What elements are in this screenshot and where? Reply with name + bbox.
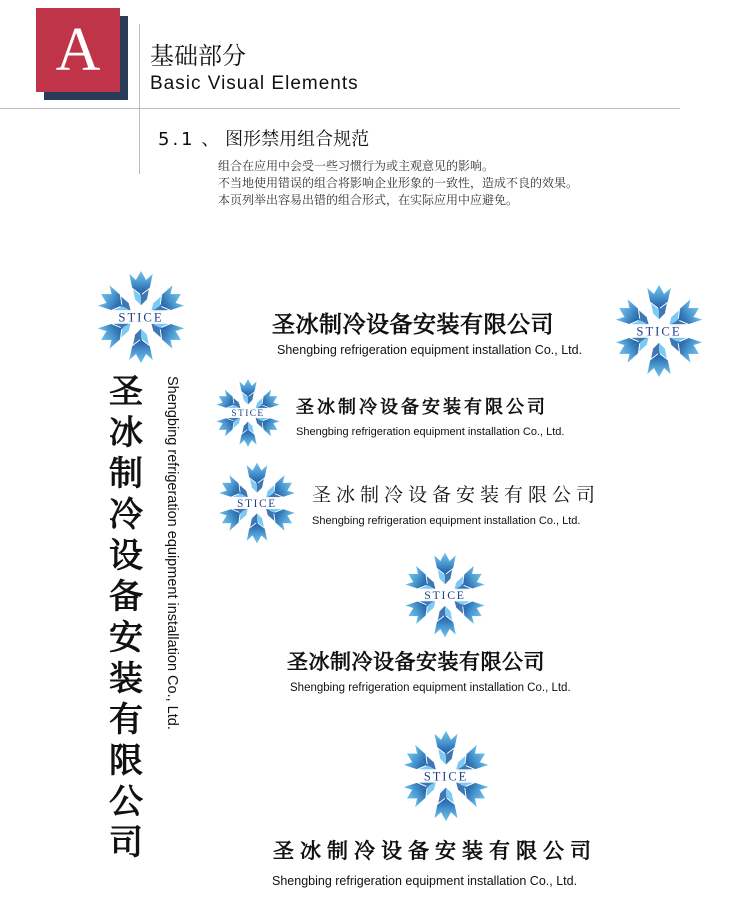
vertical-divider bbox=[139, 24, 140, 174]
logo-text: STICE bbox=[423, 769, 469, 784]
snowflake-arm bbox=[434, 788, 457, 822]
description-line: 组合在应用中会受一些习惯行为或主观意见的影响。 bbox=[218, 159, 495, 173]
description bbox=[218, 158, 578, 209]
stice-logo bbox=[398, 728, 494, 824]
snowflake-icon bbox=[212, 377, 284, 449]
page-title-cn: 基础部分 bbox=[150, 42, 246, 70]
company-char: 公 bbox=[109, 782, 143, 822]
company-char: 制 bbox=[109, 454, 143, 494]
snowflake-arm bbox=[247, 513, 268, 543]
description-line: 不当地使用错误的组合将影响企业形象的一致性，造成不良的效果。 bbox=[218, 176, 579, 190]
section-separator: 、 bbox=[201, 129, 220, 150]
snowflake-arm bbox=[239, 422, 256, 447]
snowflake-arm bbox=[129, 329, 153, 363]
company-name-en: Shengbing refrigeration equipment installation Co., Ltd. bbox=[277, 343, 583, 357]
snowflake-arm bbox=[434, 553, 456, 585]
company-name-en: Shengbing refrigeration equipment installation Co., Ltd. bbox=[296, 426, 565, 438]
company-name-cn: 圣冰制冷设备安装有限公司 bbox=[287, 649, 545, 674]
company-char: 备 bbox=[109, 577, 143, 617]
company-char: 冰 bbox=[109, 413, 143, 453]
snowflake-icon bbox=[214, 460, 300, 546]
company-name-en-vertical: Shengbing refrigeration equipment installation Co., Ltd. bbox=[164, 376, 180, 730]
company-name-en: Shengbing refrigeration equipment installation Co., Ltd. bbox=[312, 515, 581, 527]
snowflake-arm bbox=[239, 379, 256, 404]
snowflake-arm bbox=[247, 463, 268, 493]
company-name-cn: 圣冰制冷设备安装有限公司 bbox=[312, 484, 601, 506]
company-name-cn: 圣冰制冷设备安装有限公司 bbox=[273, 838, 597, 863]
company-char: 冷 bbox=[109, 495, 143, 535]
section-number: 5.1 bbox=[158, 129, 196, 150]
company-char: 有 bbox=[109, 700, 143, 740]
company-char: 司 bbox=[109, 823, 143, 863]
snowflake-icon bbox=[610, 282, 708, 380]
company-char: 限 bbox=[109, 741, 143, 781]
company-char: 安 bbox=[109, 618, 143, 658]
snowflake-icon bbox=[400, 550, 490, 640]
page-title-en: Basic Visual Elements bbox=[150, 73, 359, 94]
company-name-en: Shengbing refrigeration equipment installation Co., Ltd. bbox=[290, 682, 571, 694]
company-name-en: Shengbing refrigeration equipment installation Co., Ltd. bbox=[272, 874, 578, 888]
company-name-cn: 圣冰制冷设备安装有限公司 bbox=[296, 397, 548, 418]
snowflake-arm bbox=[434, 731, 457, 765]
company-name-cn-vertical bbox=[108, 372, 144, 864]
logo-text: STICE bbox=[118, 310, 164, 325]
snowflake-arm bbox=[129, 271, 153, 305]
snowflake-icon bbox=[92, 268, 190, 366]
company-char: 装 bbox=[109, 659, 143, 699]
company-char: 设 bbox=[109, 536, 143, 576]
snowflake-arm bbox=[434, 606, 456, 638]
section-title: 图形禁用组合规范 bbox=[225, 129, 370, 150]
section-badge bbox=[36, 8, 120, 92]
section-heading bbox=[158, 125, 369, 151]
logo-text: STICE bbox=[424, 589, 466, 603]
badge-letter: A bbox=[55, 16, 101, 84]
logo-text: STICE bbox=[231, 409, 265, 420]
stice-logo bbox=[214, 460, 300, 546]
stice-logo bbox=[610, 282, 708, 380]
stice-logo bbox=[92, 268, 190, 366]
snowflake-icon bbox=[398, 728, 494, 824]
description-line: 本页列举出容易出错的组合形式，在实际应用中应避免。 bbox=[218, 193, 519, 207]
logo-text: STICE bbox=[237, 497, 277, 510]
stice-logo bbox=[212, 377, 284, 449]
horizontal-divider bbox=[0, 108, 680, 109]
company-char: 圣 bbox=[109, 372, 143, 412]
snowflake-arm bbox=[647, 343, 671, 377]
company-name-cn: 圣冰制冷设备安装有限公司 bbox=[272, 311, 554, 338]
logo-text: STICE bbox=[636, 324, 682, 339]
stice-logo bbox=[400, 550, 490, 640]
snowflake-arm bbox=[647, 285, 671, 319]
